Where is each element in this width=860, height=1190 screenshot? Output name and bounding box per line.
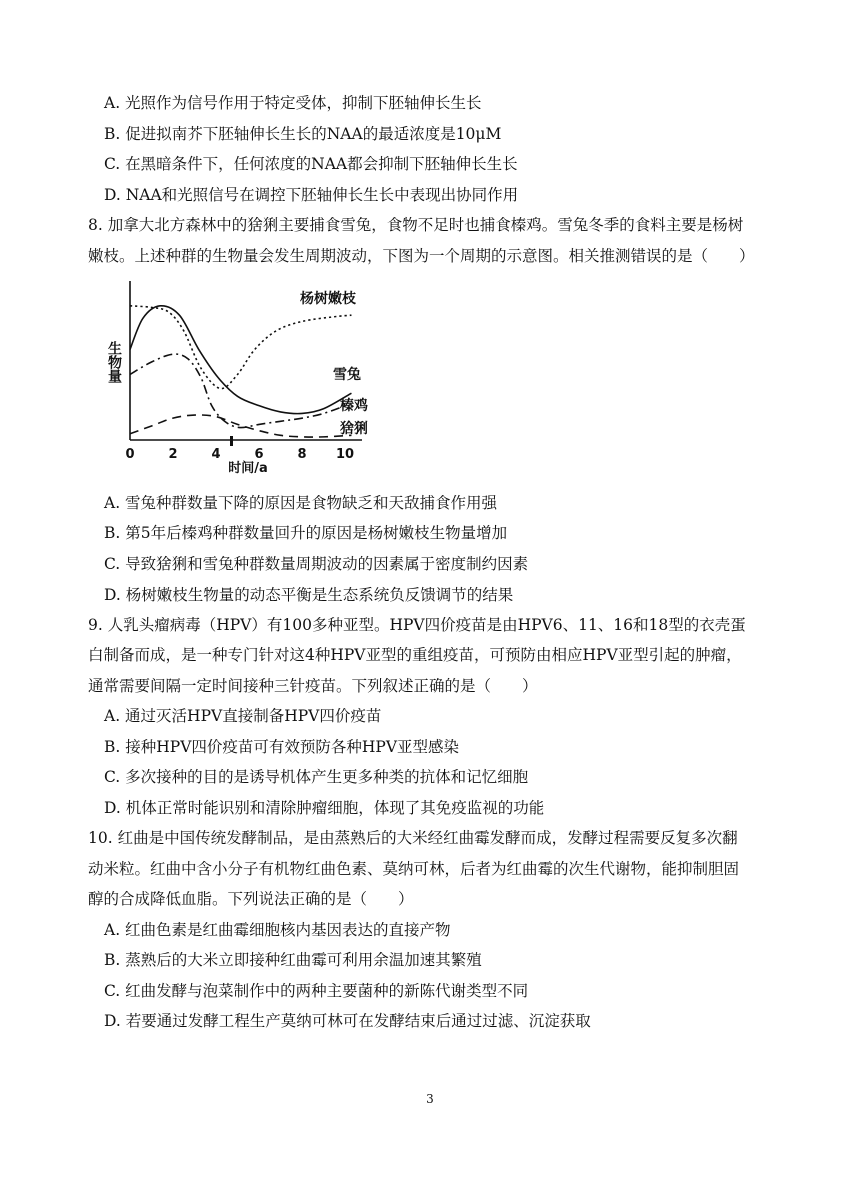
- x-tick-label: 0: [125, 447, 135, 462]
- q7-option-d: D. NAA和光照信号在调控下胚轴伸长生长中表现出协同作用: [104, 186, 519, 204]
- q8-option-d: D. 杨树嫩枝生物量的动态平衡是生态系统负反馈调节的结果: [104, 586, 514, 604]
- q8-option-b: B. 第5年后榛鸡种群数量回升的原因是杨树嫩枝生物量增加: [104, 524, 508, 542]
- q10-option-c: C. 红曲发酵与泡菜制作中的两种主要菌种的新陈代谢类型不同: [104, 982, 529, 1000]
- q9-stem-line-1: 9. 人乳头瘤病毒（HPV）有100多种亚型。HPV四价疫苗是由HPV6、11、16和18型的衣壳蛋: [88, 616, 746, 634]
- q8-stem-line-2: 嫩枝。上述种群的生物量会发生周期波动，下图为一个周期的示意图。相关推测错误的是（ ）: [88, 247, 755, 265]
- series-label-grouse: 榛鸡: [340, 398, 368, 414]
- series-label-lynx: 猞猁: [340, 421, 368, 437]
- x-tick-label: 4: [211, 447, 221, 462]
- x-tick-label: 8: [297, 447, 307, 462]
- q8-option-a: A. 雪兔种群数量下降的原因是食物缺乏和天敌捕食作用强: [104, 494, 498, 512]
- series-label-poplar: 杨树嫩枝: [300, 291, 356, 307]
- q9-option-d: D. 机体正常时能识别和清除肿瘤细胞，体现了其免疫监视的功能: [104, 799, 545, 817]
- y-axis-label: 生物量: [106, 341, 122, 383]
- x-tick-label: 2: [168, 447, 178, 462]
- x-axis-label: 时间/a: [228, 461, 268, 476]
- q7-option-b: B. 促进拟南芥下胚轴伸长生长的NAA的最适浓度是10μM: [104, 125, 502, 143]
- q7-option-c: C. 在黑暗条件下，任何浓度的NAA都会抑制下胚轴伸长生长: [104, 155, 518, 173]
- q9-stem-line-3: 通常需要间隔一定时间接种三针疫苗。下列叙述正确的是（ ）: [88, 677, 538, 695]
- q10-option-b: B. 蒸熟后的大米立即接种红曲霉可利用余温加速其繁殖: [104, 951, 482, 969]
- q8-option-c: C. 导致猞猁和雪兔种群数量周期波动的因素属于密度制约因素: [104, 555, 529, 573]
- series-line-grouse: [130, 354, 349, 427]
- series-labels: [300, 290, 368, 437]
- q7-option-a: A. 光照作为信号作用于特定受体，抑制下胚轴伸长生长: [104, 94, 482, 112]
- series-label-hare: 雪兔: [333, 367, 361, 383]
- q10-option-a: A. 红曲色素是红曲霉细胞核内基因表达的直接产物: [104, 921, 451, 939]
- q10-stem-line-1: 10. 红曲是中国传统发酵制品，是由蒸熟后的大米经红曲霉发酵而成，发酵过程需要反复多次翻: [88, 829, 738, 847]
- page-number: 3: [426, 1092, 434, 1106]
- q9-stem-line-2: 白制备而成，是一种专门针对这4种HPV亚型的重组疫苗，可预防由相应HPV亚型引起的肿瘤，: [88, 646, 742, 664]
- series-line-hare: [130, 306, 351, 414]
- q9-option-a: A. 通过灭活HPV直接制备HPV四价疫苗: [104, 707, 382, 725]
- series-line-lynx: [130, 415, 351, 437]
- series-line-poplar: [130, 306, 351, 389]
- q10-stem-line-2: 动米粒。红曲中含小分子有机物红曲色素、莫纳可林，后者为红曲霉的次生代谢物，能抑制胆固: [88, 860, 740, 878]
- x-tick-label: 10: [335, 447, 355, 462]
- q10-stem-line-3: 醇的合成降低血脂。下列说法正确的是（ ）: [88, 890, 414, 908]
- q10-option-d: D. 若要通过发酵工程生产莫纳可林可在发酵结束后通过过滤、沉淀获取: [104, 1012, 591, 1030]
- population-biomass-chart: [100, 276, 390, 476]
- q9-option-c: C. 多次接种的目的是诱导机体产生更多种类的抗体和记忆细胞: [104, 768, 529, 786]
- q8-stem-line-1: 8. 加拿大北方森林中的猞猁主要捕食雪兔，食物不足时也捕食榛鸡。雪兔冬季的食料主要是杨树: [88, 216, 744, 234]
- x-tick-label: 6: [254, 447, 264, 462]
- q9-option-b: B. 接种HPV四价疫苗可有效预防各种HPV亚型感染: [104, 738, 460, 756]
